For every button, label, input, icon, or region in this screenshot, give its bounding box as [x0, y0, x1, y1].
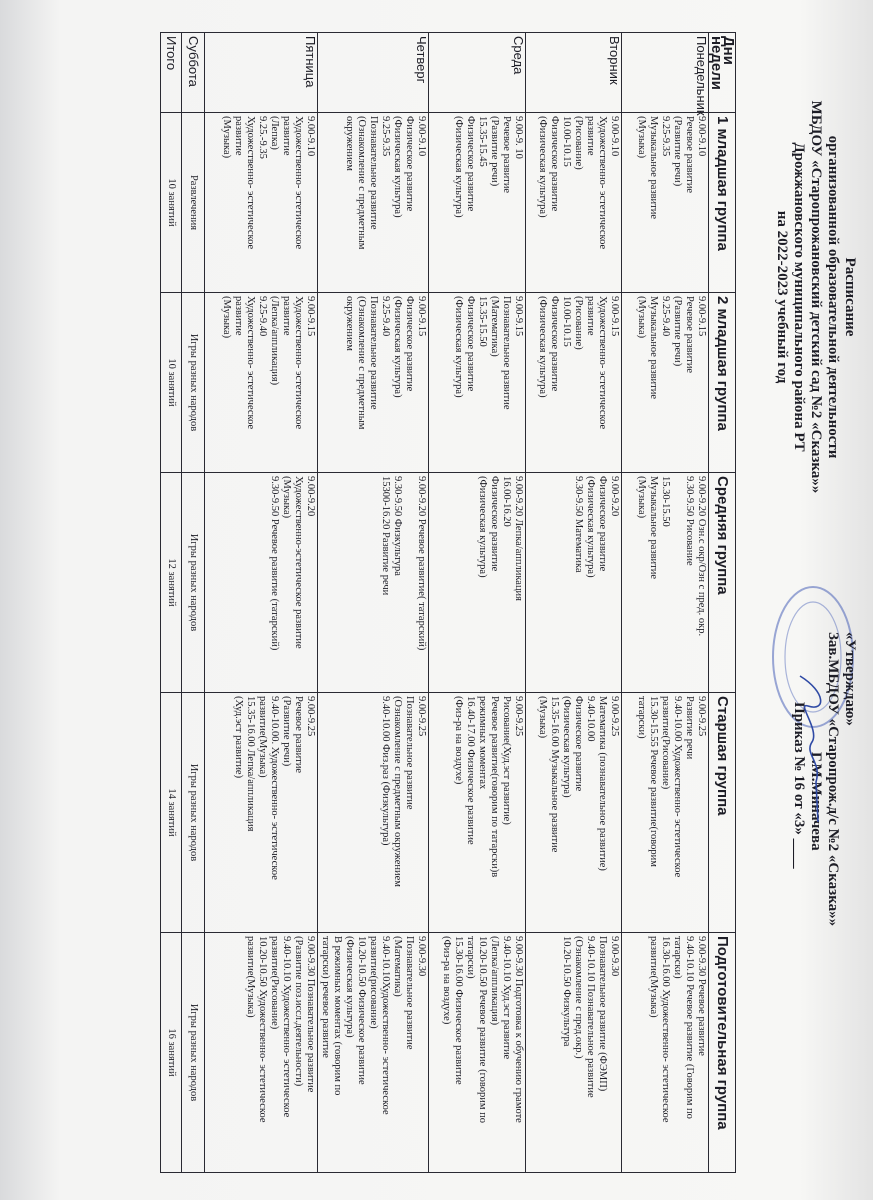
approve-line: Приказ № 16 от «3» ____: [791, 702, 807, 869]
cell-line: 10.20-10.50 Физкультура: [561, 936, 572, 1047]
cell-line: развитие: [281, 116, 292, 156]
cell-line: (Развитие речи): [281, 696, 292, 767]
cell-line: 9.00-9.10: [416, 116, 427, 157]
day-cell: Четверг: [318, 33, 429, 113]
cell-line: Игры разных народов: [188, 533, 199, 632]
cell-line: 15.35-16.00 Лепка/аппликация: [245, 696, 256, 832]
cell-line: (Рисование): [573, 116, 584, 170]
cell-line: развитие: [585, 116, 596, 156]
cell-line: (Физ-ра на воздухе): [453, 696, 464, 785]
cell-line: 15300-16.20 Развитие речи: [380, 476, 391, 596]
cell-line: 9.30-9.50 Речевое развитие (татарский): [269, 476, 280, 651]
cell-line: 9.00-9.15: [416, 296, 427, 337]
schedule-cell: [318, 473, 429, 693]
cell-line: 9.40-10.00. Художественно- эстетическое: [269, 696, 280, 880]
cell-line: Физическое развитие: [573, 696, 584, 792]
cell-line: (Лепка/аппликация): [489, 936, 500, 1026]
cell-line: развитие: [233, 296, 244, 336]
column-header: Дни недели: [709, 33, 736, 113]
cell-line: 9.00-9.15: [696, 296, 707, 337]
cell-line: Речевое развитие: [684, 116, 695, 194]
schedule-cell: [526, 933, 622, 1173]
day-cell: Суббота: [182, 33, 205, 113]
day-cell: Итого: [161, 33, 182, 113]
cell-line: 9.40-10.10 Худ.эст развитие: [501, 936, 512, 1060]
cell-line: (Ознакомление с предметным: [356, 296, 367, 430]
cell-line: 9.00-9.20: [305, 476, 316, 517]
schedule-cell: [161, 293, 182, 473]
cell-line: Физическое развитие: [404, 296, 415, 392]
rotated-page: [18, 22, 858, 1182]
cell-line: 16.30-16.00 Художественно- эстетическое: [660, 936, 671, 1123]
cell-line: 15.35-16.00 Музыкальное развитие: [549, 696, 560, 853]
cell-line: (Музыка): [537, 696, 548, 739]
cell-line: Речевое развитие: [501, 116, 512, 194]
cell-line: 9.40-10.10 Художественно- эстетическое: [281, 936, 292, 1118]
cell-line: (Музыка): [636, 296, 647, 339]
cell-line: 9.25-9.40: [257, 296, 268, 337]
cell-line: 9.00-9.30 Речевое развитие: [696, 936, 707, 1056]
schedule-cell: [526, 293, 622, 473]
cell-line: 16.00-16.20: [501, 476, 512, 527]
cell-line: Художественно- эстетическое: [293, 116, 304, 250]
cell-line: (Музыка): [636, 476, 647, 519]
cell-line: окружением: [344, 116, 355, 171]
cell-line: 9.25-9.40: [380, 296, 391, 337]
cell-line: 10.20-10.50 Физическое развитие: [356, 936, 367, 1085]
schedule-cell: [182, 693, 205, 933]
cell-line: (Рисование): [573, 296, 584, 350]
cell-line: (Развитие речи): [672, 296, 683, 367]
schedule-cell: [429, 473, 526, 693]
schedule-cell: [318, 693, 429, 933]
cell-line: развитие: [281, 296, 292, 336]
schedule-cell: [205, 933, 318, 1173]
cell-line: (Лепка): [269, 116, 280, 150]
cell-line: Речевое развитие: [684, 296, 695, 374]
cell-line: Речевое развитие: [293, 696, 304, 774]
schedule-cell: [429, 693, 526, 933]
table-row: [205, 33, 318, 1173]
cell-line: (Лепка/аппликация): [269, 296, 280, 386]
cell-line: (Развитие поз.иссл.деятельности): [293, 936, 304, 1087]
schedule-cell: [318, 293, 429, 473]
cell-line: (Физическая культура): [453, 116, 464, 218]
cell-line: Игры разных народов: [188, 763, 199, 862]
schedule-cell: [622, 473, 709, 693]
cell-line: (Музыка): [636, 116, 647, 159]
cell-line: Музыкальное развитие: [648, 296, 659, 400]
cell-line: 9.00-9.15: [609, 296, 620, 337]
cell-line: 10.20-10.50 Речевое развитие (говорим по: [477, 936, 488, 1124]
cell-line: 9.00-9. 10: [513, 116, 524, 159]
cell-line: 15.30-16.00 Физическое развитие: [453, 936, 464, 1085]
cell-line: Физическое развитие: [404, 116, 415, 212]
cell-line: 9.40-10.00 Художественно- эстетическое: [672, 696, 683, 878]
schedule-cell: [526, 113, 622, 293]
column-header: Подготовительная группа: [709, 933, 736, 1173]
cell-line: (Худ.эст развитие): [233, 696, 244, 779]
day-cell: Среда: [429, 33, 526, 113]
schedule-cell: [182, 113, 205, 293]
cell-line: режимных моментах: [477, 696, 488, 790]
schedule-cell: [161, 693, 182, 933]
schedule-cell: [161, 113, 182, 293]
cell-line: 9.40-10.00 Физ.раз (Физкультура): [380, 696, 391, 846]
schedule-cell: [161, 473, 182, 693]
cell-line: развитие(Рисование): [660, 696, 671, 790]
day-cell: Пятница: [205, 33, 318, 113]
approve-line: Зав.МБДОУ «Старопрож.д/с №2 «Сказка»»: [825, 632, 841, 927]
cell-line: Физическое развитие: [489, 476, 500, 572]
cell-line: 15.30-15.55 Речевое развитие(говорим: [648, 696, 659, 867]
cell-line: 9.00-9.20: [609, 476, 620, 517]
cell-line: 9.30-9.50 Рисование: [684, 476, 695, 566]
cell-line: Музыкальное развитие: [648, 116, 659, 220]
cell-line: 9.00-9.25: [696, 696, 707, 737]
cell-line: 9.00-9.30: [416, 936, 427, 977]
cell-line: Художественно- эстетическое: [597, 116, 608, 250]
cell-line: (Физическая культура): [585, 476, 596, 578]
cell-line: 9.30-9.50 Математика: [573, 476, 584, 573]
schedule-cell: [622, 933, 709, 1173]
cell-line: развитие(Музыка): [257, 696, 268, 778]
schedule-cell: [429, 113, 526, 293]
title-line: организованной образовательной деятельности: [825, 135, 841, 459]
cell-line: (Физическая культура): [537, 116, 548, 218]
schedule-cell: [318, 113, 429, 293]
column-header: 2 младшая группа: [709, 293, 736, 473]
cell-line: (Музыка): [221, 296, 232, 339]
cell-line: (Математика): [392, 936, 403, 997]
cell-line: 9.25.-9.35: [257, 116, 268, 159]
cell-line: 10.20-10.50 Художественно- эстетическое: [257, 936, 268, 1123]
cell-line: 9.00-9.20 Озн.с окр/Озн с пред. окр.: [696, 476, 707, 637]
cell-line: Развитие речи: [684, 696, 695, 760]
cell-line: 15.30-15.50: [660, 476, 671, 527]
document-title: [773, 62, 858, 532]
cell-line: развитие(Музыка): [648, 936, 659, 1018]
cell-line: Физическое развитие: [465, 116, 476, 212]
cell-line: 9.00-9.10: [696, 116, 707, 157]
cell-line: 9.00-9.20 Речевое развитие( татарский): [416, 476, 427, 651]
cell-line: 9.00-9.20 Лепка/аппликация: [513, 476, 524, 602]
cell-line: Художественно-эстетическое развитие: [293, 476, 304, 649]
column-header: Старшая группа: [709, 693, 736, 933]
header-row: [709, 33, 736, 1173]
schedule-cell: [429, 293, 526, 473]
cell-line: Игры разных народов: [188, 1003, 199, 1102]
cell-line: 9.00-9.25: [513, 696, 524, 737]
day-cell: Вторник: [526, 33, 622, 113]
document-header: [740, 22, 858, 1182]
cell-line: 16 занятий: [166, 1028, 177, 1077]
cell-line: [671, 476, 683, 689]
cell-line: (Физическая культура): [561, 696, 572, 798]
cell-line: Физическое развитие: [549, 296, 560, 392]
cell-line: 10 занятий: [166, 358, 177, 407]
cell-line: (Физическая культура): [344, 936, 355, 1038]
schedule-cell: [622, 113, 709, 293]
cell-line: 9.00-9.30: [609, 936, 620, 977]
cell-line: (Физическая культура): [392, 296, 403, 398]
cell-line: 9.00-9.10: [609, 116, 620, 157]
cell-line: татарски): [672, 936, 683, 979]
cell-line: Физическое развитие: [465, 296, 476, 392]
cell-line: Рисование(Худ.эст развитие): [501, 696, 512, 825]
cell-line: Развлечения: [188, 174, 199, 231]
cell-line: 15.35-15.50: [477, 296, 488, 347]
cell-line: 9.00-9.25: [609, 696, 620, 737]
table-row: [318, 33, 429, 1173]
cell-line: 9.25-9.40: [660, 296, 671, 337]
cell-line: (Физическая культура): [477, 476, 488, 578]
cell-line: 10.00-10.15: [561, 296, 572, 347]
cell-line: Художественно- эстетическое: [245, 116, 256, 250]
cell-line: 9.40-10.10Художественно- эстетическое: [380, 936, 391, 1115]
cell-line: 10.00-10.15: [561, 116, 572, 167]
title-line: на 2022-2023 учебный год: [774, 210, 790, 384]
cell-line: развитие: [233, 116, 244, 156]
cell-line: Познавательное развитие: [404, 936, 415, 1050]
schedule-cell: [182, 293, 205, 473]
cell-line: Математика (познавательное развитие): [597, 696, 608, 871]
title-line: МБДОУ «Старопрожановский детский сад №2 «Сказка»»: [808, 100, 824, 494]
cell-line: [403, 476, 415, 689]
schedule-cell: [526, 473, 622, 693]
cell-line: 9.00-9.30 Подготовка к обучению грамоте: [513, 936, 524, 1123]
cell-line: татарски): [465, 936, 476, 979]
cell-line: 9.00-9.30 Познавательное развитие: [305, 936, 316, 1093]
cell-line: 10 занятий: [166, 178, 177, 227]
table-row: [161, 33, 182, 1173]
cell-line: Игры разных народов: [188, 333, 199, 432]
cell-line: развитие(Рисование): [269, 936, 280, 1030]
table-row: [182, 33, 205, 1173]
cell-line: Физическое развитие: [549, 116, 560, 212]
signature: [794, 672, 830, 832]
cell-line: (Физическая культура): [392, 116, 403, 218]
cell-line: 9.00-9.25: [305, 696, 316, 737]
cell-line: развитие(рисование): [368, 936, 379, 1029]
cell-line: 9.00-9.15: [305, 296, 316, 337]
schedule-cell: [526, 693, 622, 933]
cell-line: развитие(Музыка): [245, 936, 256, 1018]
cell-line: 15.35-15.45: [477, 116, 488, 167]
cell-line: Художественно- эстетическое: [597, 296, 608, 430]
cell-line: В режимных моментах (говорим по: [332, 936, 343, 1096]
schedule-cell: [429, 933, 526, 1173]
schedule-cell: [182, 473, 205, 693]
cell-line: (Музыка): [281, 476, 292, 519]
cell-line: 9.40-10.10 Речевое развитие (Говорим по: [684, 936, 695, 1119]
table-row: [622, 33, 709, 1173]
schedule-table: [160, 32, 736, 1173]
schedule-cell: [318, 933, 429, 1173]
column-header: Средняя группа: [709, 473, 736, 693]
schedule-cell: [205, 473, 318, 693]
table-row: [526, 33, 622, 1173]
cell-line: 14 занятий: [166, 788, 177, 837]
cell-line: развитие: [585, 296, 596, 336]
cell-line: 9.00-9.10: [305, 116, 316, 157]
schedule-cell: [205, 293, 318, 473]
cell-line: (Развитие речи): [672, 116, 683, 187]
cell-line: (Ознакомление с пред.окр.): [573, 936, 584, 1059]
cell-line: Физическое развитие: [597, 476, 608, 572]
cell-line: Познавательное развитие: [368, 296, 379, 410]
cell-line: (Физическая культура): [453, 296, 464, 398]
cell-line: Познавательное развитие (ФЭМП): [597, 936, 608, 1092]
cell-line: (Физическая культура): [537, 296, 548, 398]
cell-line: 9.30-9.50 Физкультура: [392, 476, 403, 576]
cell-line: 9.40-10.10 Познавательное развитие: [585, 936, 596, 1098]
schedule-cell: [205, 113, 318, 293]
column-header: 1 младшая группа: [709, 113, 736, 293]
cell-line: татарски) речевое развитие: [320, 936, 331, 1058]
cell-line: Художественно- эстетическое: [293, 296, 304, 430]
cell-line: (Музыка): [221, 116, 232, 159]
cell-line: (Развитие речи): [489, 116, 500, 187]
cell-line: Познавательное развитие: [368, 116, 379, 230]
table-row: [429, 33, 526, 1173]
cell-line: Познавательное развитие: [404, 696, 415, 810]
cell-line: (Математика): [489, 296, 500, 357]
cell-line: 16.40-17.00 Физическое развитие: [465, 696, 476, 845]
cell-line: Речевое развитие(говорим по татарски)в: [489, 696, 500, 878]
schedule-cell: [205, 693, 318, 933]
schedule-cell: [161, 933, 182, 1173]
cell-line: Художественно- эстетическое: [245, 296, 256, 430]
cell-line: Музыкальное развитие: [648, 476, 659, 580]
approve-line: «Утверждаю»: [842, 632, 858, 726]
schedule-cell: [622, 693, 709, 933]
day-cell: Понедельник: [622, 33, 709, 113]
cell-line: 9.00-9.25: [416, 696, 427, 737]
cell-line: (Ознакомление с предметным окружением: [392, 696, 403, 887]
cell-line: Познавательное развитие: [501, 296, 512, 410]
title-line: Расписание: [842, 257, 858, 337]
cell-line: 9.00-9.15: [513, 296, 524, 337]
cell-line: 9.25-9.35: [380, 116, 391, 157]
schedule-cell: [182, 933, 205, 1173]
cell-line: окружением: [344, 296, 355, 351]
cell-line: 9.40-10.00: [585, 696, 596, 742]
cell-line: (Физ-ра на воздухе): [441, 936, 452, 1025]
cell-line: (Ознакомление с предметным: [356, 116, 367, 250]
cell-line: 12 занятий: [166, 558, 177, 607]
schedule-cell: [622, 293, 709, 473]
cell-line: татарски): [636, 696, 647, 739]
title-line: Дрожжановского муниципального района РТ: [791, 142, 807, 452]
approve-line: Г.М.Миначева: [808, 752, 824, 851]
cell-line: 9.25-9.35: [660, 116, 671, 157]
